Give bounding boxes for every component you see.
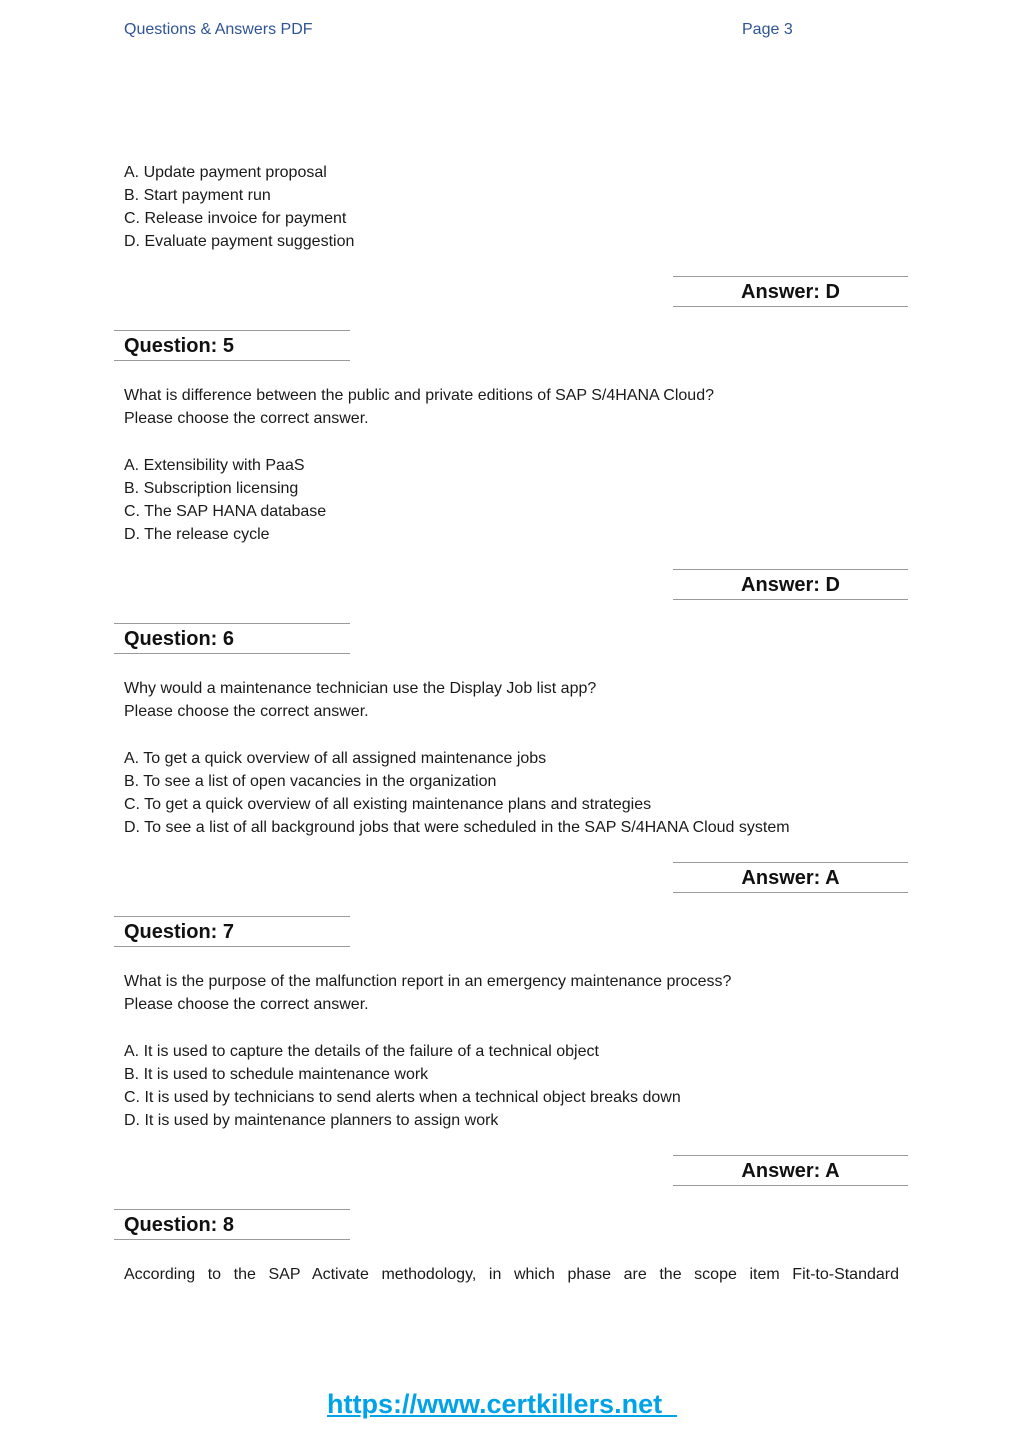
q6-heading [114,623,350,654]
question-instruction: Please choose the correct answer. [124,996,369,1013]
q6-options [124,747,790,839]
q7-text [124,970,731,1016]
option-c: C. To get a quick overview of all existing maintenance plans and strategies [124,796,652,813]
q4-answer: Answer: D [673,276,908,307]
option-d: D. It is used by maintenance planners to assign work [124,1112,499,1129]
question-title: Question: 6 [124,628,235,650]
q7-options [124,1040,681,1132]
question-instruction: Please choose the correct answer. [124,703,369,720]
question-text: According to the SAP Activate methodology, in which phase are the scope item Fit-to-Standard [124,1266,899,1283]
q6-answer: Answer: A [673,862,908,893]
option-a: A. Extensibility with PaaS [124,457,305,474]
footer-link[interactable]: https://www.certkillers.net [327,1389,678,1419]
option-b: B. Start payment run [124,187,271,204]
q8-heading [114,1209,350,1240]
option-a: A. Update payment proposal [124,164,327,181]
option-c: C. Release invoice for payment [124,210,347,227]
option-d: D. Evaluate payment suggestion [124,233,355,250]
q5-heading [114,330,350,361]
header-title: Questions & Answers PDF [124,21,313,38]
option-a: A. It is used to capture the details of the failure of a technical object [124,1043,599,1060]
q7-heading [114,916,350,947]
option-b: B. Subscription licensing [124,480,299,497]
q5-text [124,384,714,430]
question-text: Why would a maintenance technician use the Display Job list app? [124,680,597,697]
option-d: D. To see a list of all background jobs that were scheduled in the SAP S/4HANA Cloud system [124,819,790,836]
option-b: B. To see a list of open vacancies in the organization [124,773,497,790]
q5-options [124,454,326,546]
question-instruction: Please choose the correct answer. [124,410,369,427]
option-c: C. The SAP HANA database [124,503,327,520]
option-c: C. It is used by technicians to send alerts when a technical object breaks down [124,1089,681,1106]
question-title: Question: 7 [124,921,235,943]
question-title: Question: 5 [124,335,235,357]
question-text: What is difference between the public and private editions of SAP S/4HANA Cloud? [124,387,714,404]
question-text: What is the purpose of the malfunction report in an emergency maintenance process? [124,973,732,990]
q7-answer: Answer: A [673,1155,908,1186]
option-d: D. The release cycle [124,526,270,543]
option-a: A. To get a quick overview of all assigned maintenance jobs [124,750,547,767]
page-number: Page 3 [742,21,793,38]
q6-text [124,677,596,723]
q4-options [124,161,354,253]
q5-answer: Answer: D [673,569,908,600]
question-title: Question: 8 [124,1214,235,1236]
option-b: B. It is used to schedule maintenance work [124,1066,429,1083]
